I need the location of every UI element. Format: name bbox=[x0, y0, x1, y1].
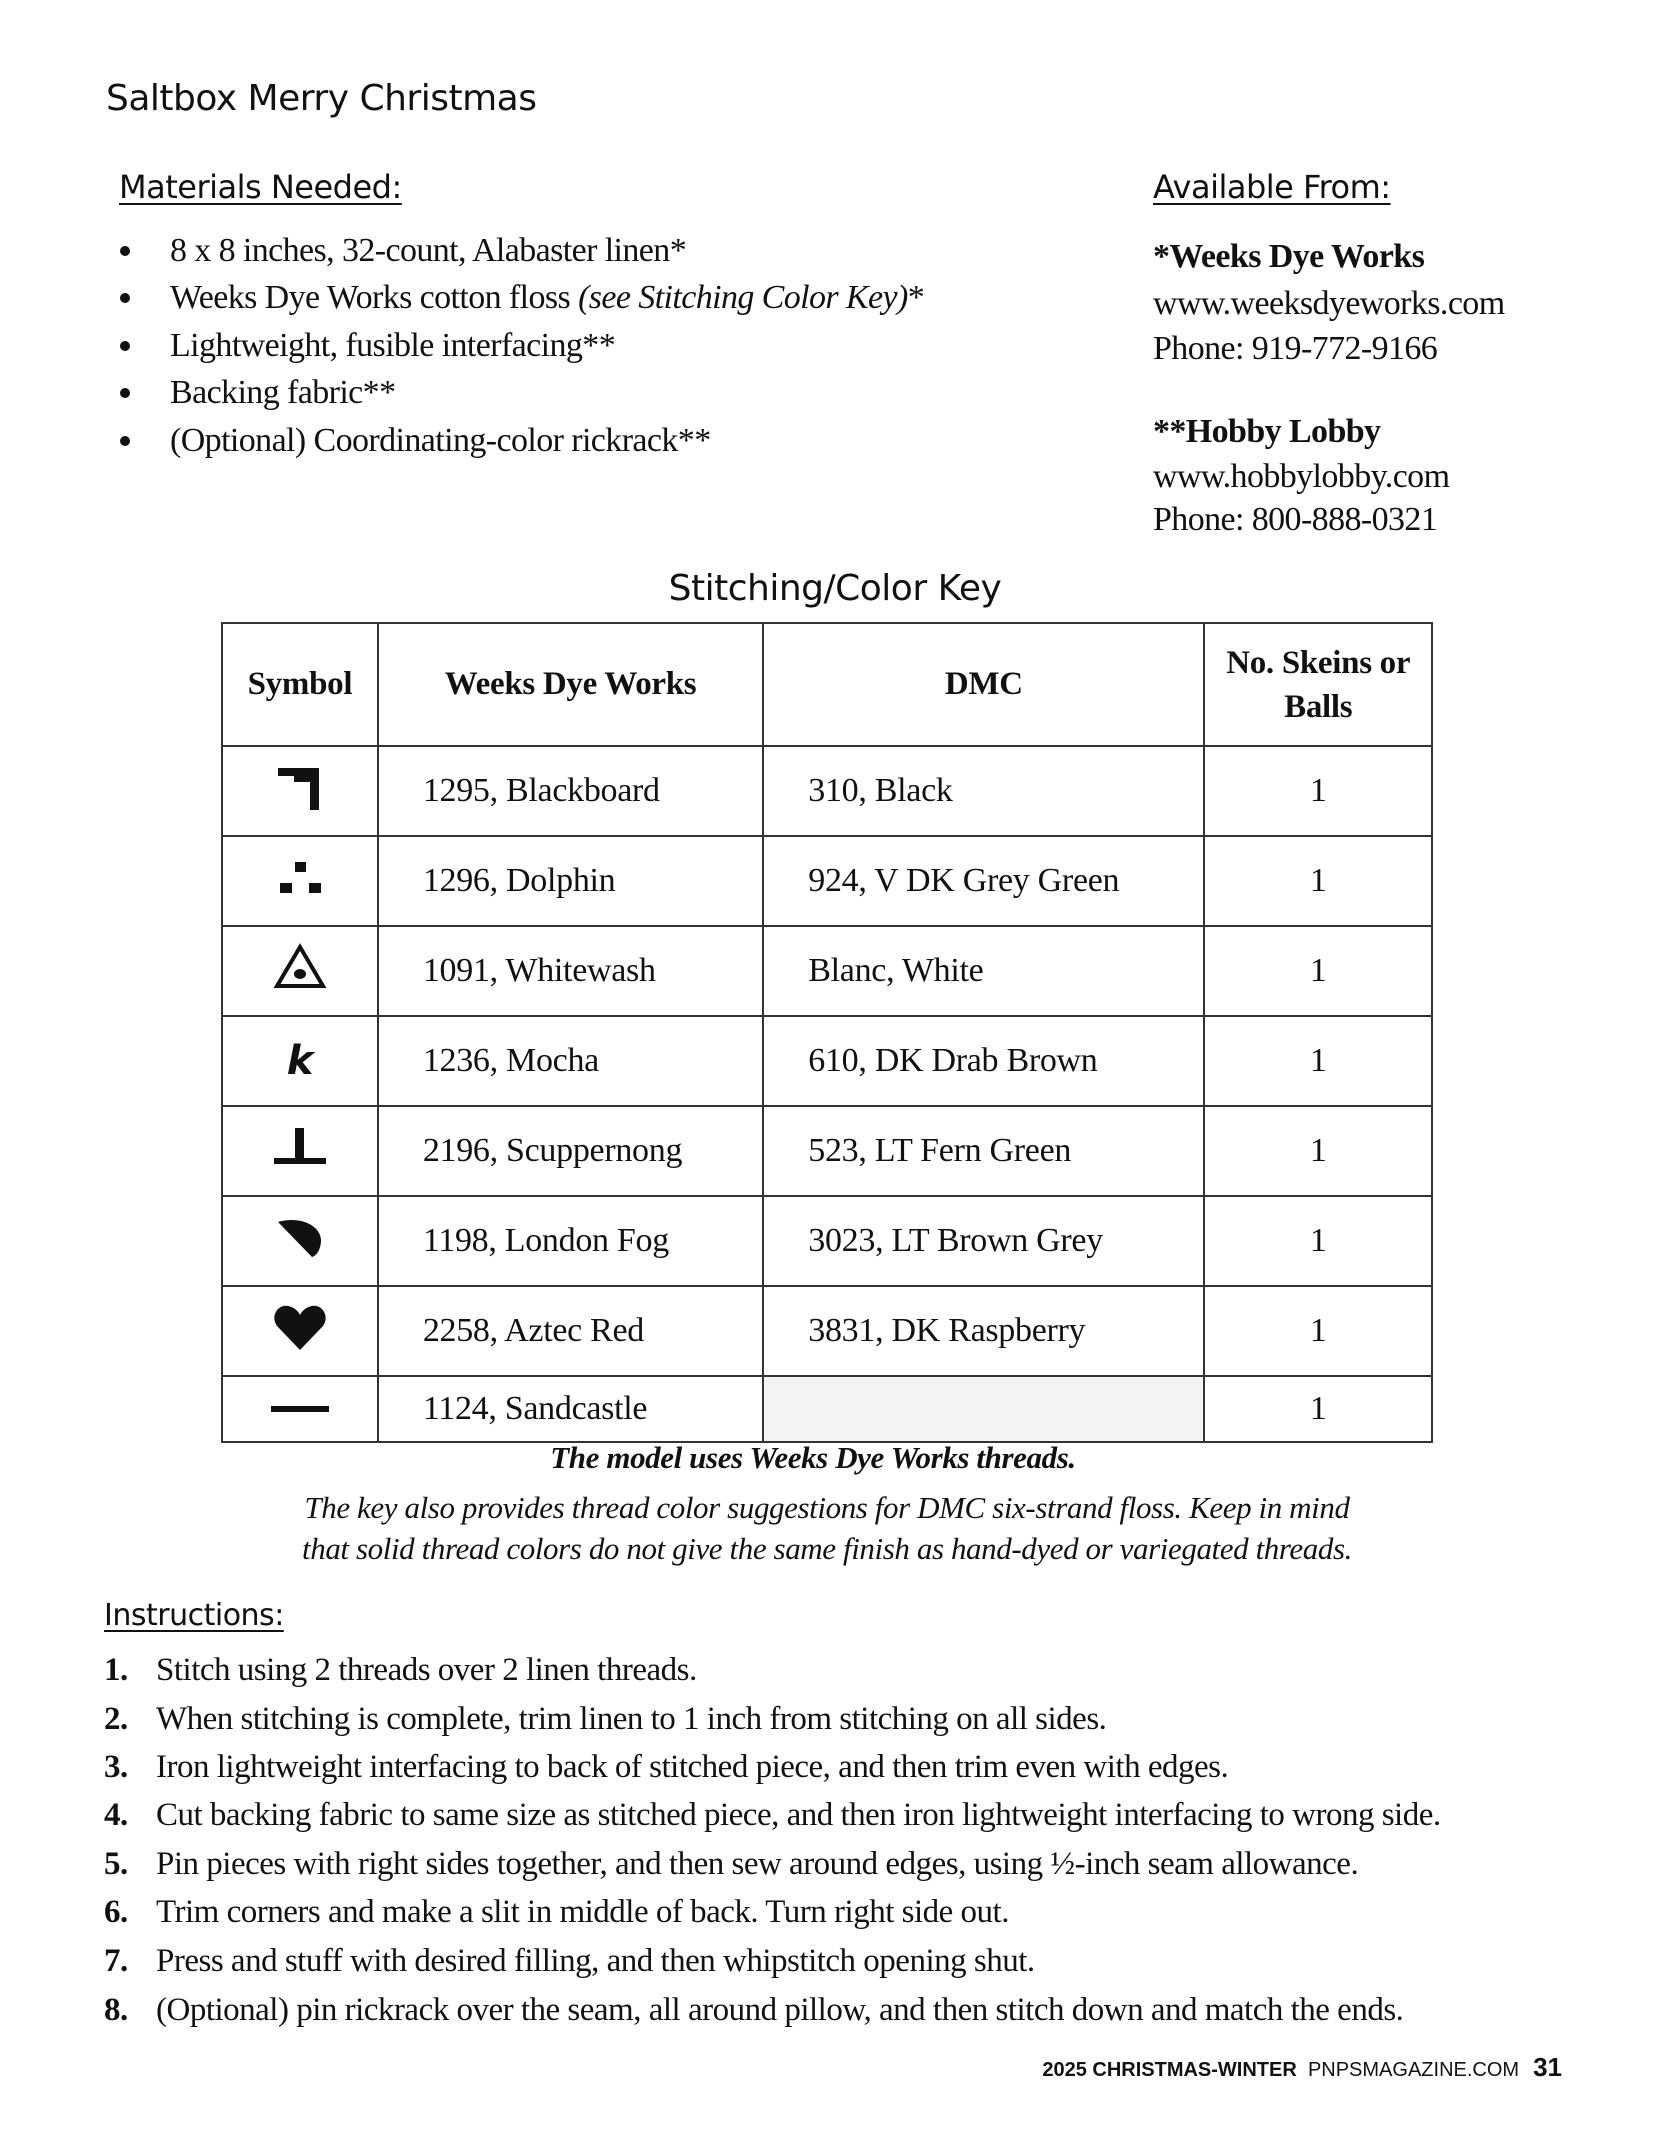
color-key-table bbox=[221, 622, 1433, 1443]
table-row: 1091, Whitewash Blanc, White 1 bbox=[222, 926, 1432, 1016]
vendor-url[interactable]: www.hobbylobby.com bbox=[1153, 458, 1450, 495]
list-item: 8. (Optional) pin rickrack over the seam, all around pillow, and then stitch down and match the ends. bbox=[104, 1992, 1404, 2028]
list-item: 6. Trim corners and make a slit in middle of back. Turn right side out. bbox=[104, 1894, 1009, 1930]
three-dots-icon bbox=[222, 836, 378, 926]
key-note-line: that solid thread colors do not give the same finish as hand-dyed or variegated threads. bbox=[302, 1531, 1352, 1566]
list-item: 3. Iron lightweight interfacing to back of stitched piece, and then trim even with edges. bbox=[104, 1749, 1229, 1785]
column-header: Symbol bbox=[222, 623, 378, 746]
list-item: 4. Cut backing fabric to same size as stitched piece, and then iron lightweight interfacing to wrong side. bbox=[104, 1797, 1441, 1833]
table-row: 1295, Blackboard 310, Black 1 bbox=[222, 746, 1432, 836]
list-item: 7. Press and stuff with desired filling, and then whipstitch opening shut. bbox=[104, 1943, 1035, 1979]
inverted-t-icon bbox=[222, 1106, 378, 1196]
key-heading: Stitching/Color Key bbox=[668, 568, 1002, 609]
dash-icon bbox=[222, 1376, 378, 1442]
k-letter-icon: k bbox=[222, 1016, 378, 1106]
page-footer bbox=[1042, 2052, 1562, 2083]
materials-heading: Materials Needed: bbox=[119, 168, 402, 206]
table-header bbox=[222, 623, 1432, 746]
vendor-name: **Hobby Lobby bbox=[1153, 413, 1381, 450]
table-row: 1124, Sandcastle 1 bbox=[222, 1376, 1432, 1442]
vendor-name: *Weeks Dye Works bbox=[1153, 238, 1425, 275]
table-row: k 1236, Mocha 610, DK Drab Brown 1 bbox=[222, 1016, 1432, 1106]
vendor-phone: Phone: 919-772-9166 bbox=[1153, 330, 1438, 367]
column-header: Weeks Dye Works bbox=[378, 623, 763, 746]
column-header: DMC bbox=[763, 623, 1204, 746]
table-row: 1296, Dolphin 924, V DK Grey Green 1 bbox=[222, 836, 1432, 926]
table-row: 2196, Scuppernong 523, LT Fern Green 1 bbox=[222, 1106, 1432, 1196]
table-row: 1198, London Fog 3023, LT Brown Grey 1 bbox=[222, 1196, 1432, 1286]
key-note-line: The key also provides thread color suggestions for DMC six-strand floss. Keep in mind bbox=[304, 1490, 1350, 1525]
step-square-icon bbox=[222, 746, 378, 836]
table-row: 2258, Aztec Red 3831, DK Raspberry 1 bbox=[222, 1286, 1432, 1376]
heart-icon bbox=[222, 1286, 378, 1376]
triangle-dot-icon bbox=[222, 926, 378, 1016]
model-note: The model uses Weeks Dye Works threads. bbox=[550, 1440, 1076, 1475]
list-item: 5. Pin pieces with right sides together, and then sew around edges, using ½-inch seam allowance. bbox=[104, 1846, 1359, 1882]
column-header: No. Skeins or Balls bbox=[1204, 623, 1432, 746]
vendor-url[interactable]: www.weeksdyeworks.com bbox=[1153, 285, 1505, 322]
half-circle-icon bbox=[222, 1196, 378, 1286]
instructions-heading: Instructions: bbox=[104, 1598, 284, 1633]
available-heading: Available From: bbox=[1153, 168, 1391, 206]
page-number: 31 bbox=[1533, 2052, 1562, 2082]
vendor-phone: Phone: 800-888-0321 bbox=[1153, 501, 1438, 538]
list-item: 2. When stitching is complete, trim linen to 1 inch from stitching on all sides. bbox=[104, 1701, 1107, 1737]
issue-label: 2025 CHRISTMAS-WINTER bbox=[1042, 2059, 1297, 2081]
site-label: PNPSMAGAZINE.COM bbox=[1307, 2059, 1520, 2081]
page-title: Saltbox Merry Christmas bbox=[106, 78, 537, 119]
list-item: 1. Stitch using 2 threads over 2 linen threads. bbox=[104, 1652, 697, 1688]
